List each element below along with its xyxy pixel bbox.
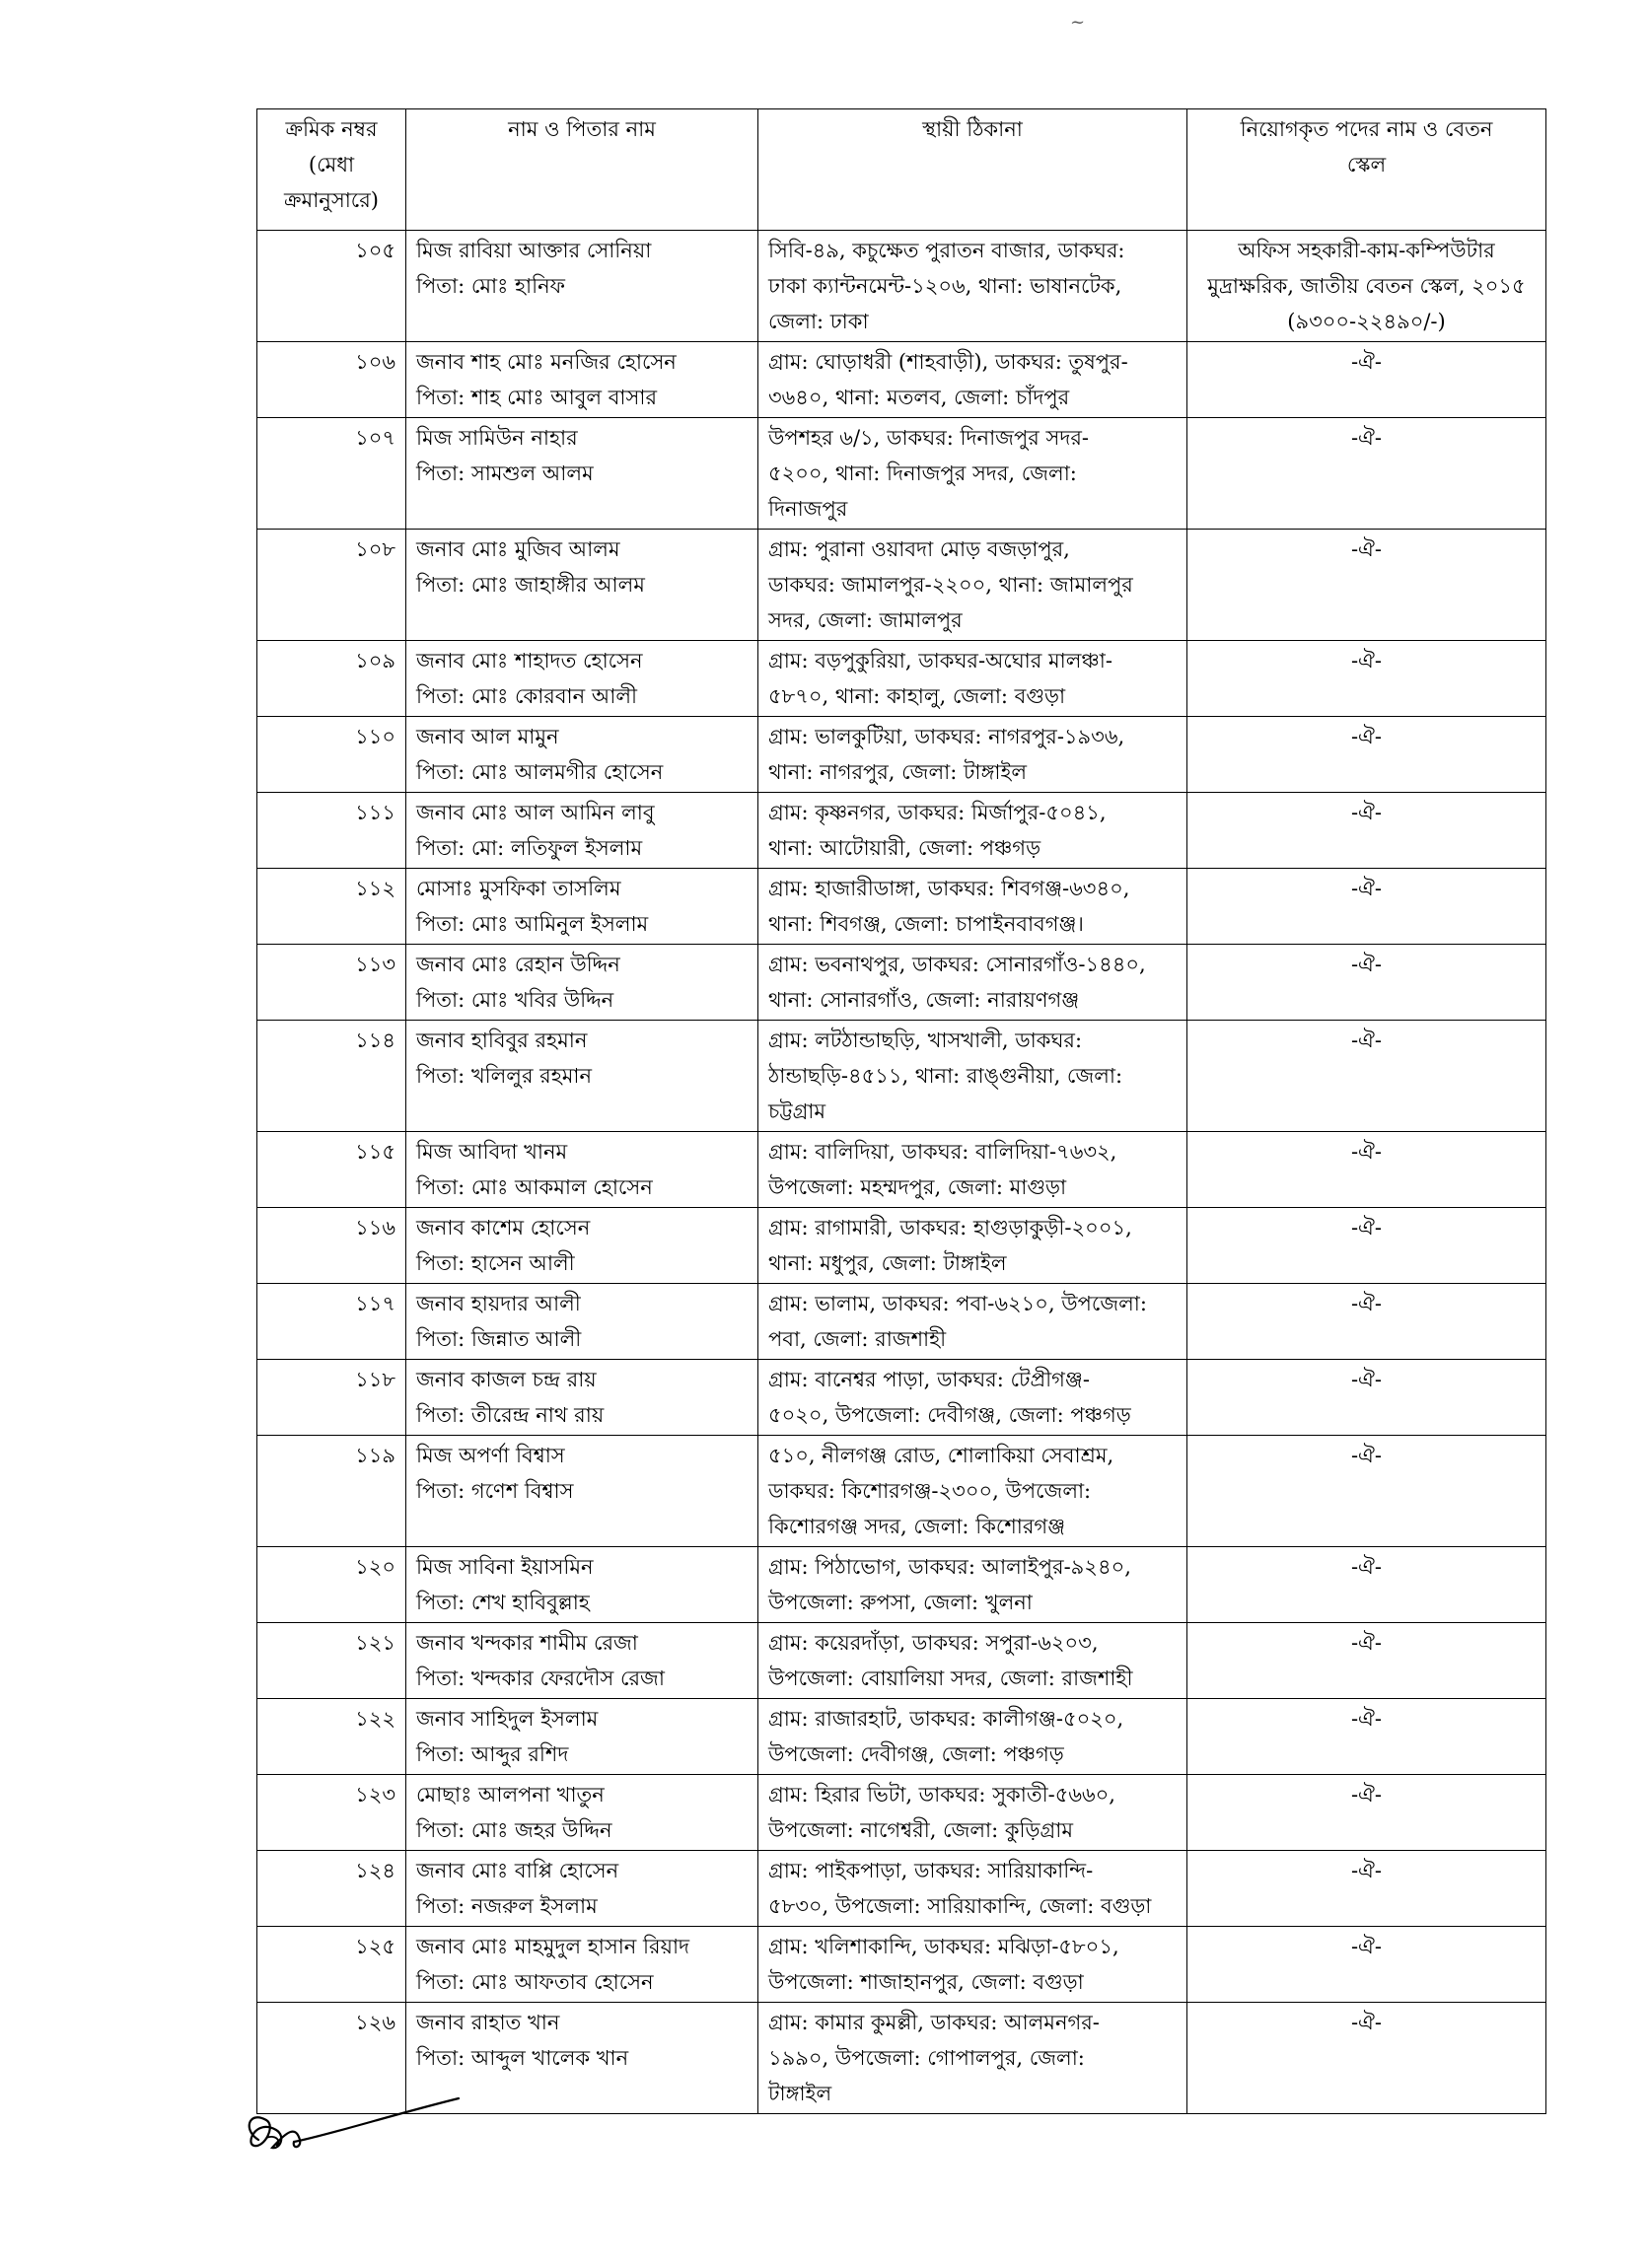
table-row (257, 869, 1546, 945)
table-row (257, 1360, 1546, 1436)
serial-cell: ১১১ (257, 793, 406, 869)
appointment-table (256, 108, 1546, 2114)
serial-cell: ১১৮ (257, 1360, 406, 1436)
name-cell: জনাব মোঃ মাহমুদুল হাসান রিয়াদ পিতা: মোঃ আফতাব হোসেন (406, 1927, 758, 2003)
address-cell: গ্রাম: পাইকপাড়া, ডাকঘর: সারিয়াকান্দি- ৫৮৩০, উপজেলা: সারিয়াকান্দি, জেলা: বগুড়া (758, 1851, 1187, 1927)
address-cell: গ্রাম: ভালকুটিয়া, ডাকঘর: নাগরপুর-১৯৩৬, থানা: নাগরপুর, জেলা: টাঙ্গাইল (758, 717, 1187, 793)
post-cell: -ঐ- (1187, 1851, 1546, 1927)
table-row (257, 231, 1546, 342)
address-cell: গ্রাম: খলিশাকান্দি, ডাকঘর: মঝিড়া-৫৮০১, উপজেলা: শাজাহানপুর, জেলা: বগুড়া (758, 1927, 1187, 2003)
table-row (257, 1436, 1546, 1547)
serial-cell: ১১৫ (257, 1132, 406, 1208)
serial-cell: ১০৭ (257, 418, 406, 530)
post-cell: -ঐ- (1187, 1208, 1546, 1284)
table-row (257, 1132, 1546, 1208)
address-cell: গ্রাম: কামার কুমল্লী, ডাকঘর: আলমনগর- ১৯৯০, উপজেলা: গোপালপুর, জেলা: টাঙ্গাইল (758, 2003, 1187, 2114)
post-cell: -ঐ- (1187, 1775, 1546, 1851)
table-row (257, 717, 1546, 793)
serial-cell: ১১৯ (257, 1436, 406, 1547)
address-cell: গ্রাম: ভবনাথপুর, ডাকঘর: সোনারগাঁও-১৪৪০, থানা: সোনারগাঁও, জেলা: নারায়ণগঞ্জ (758, 945, 1187, 1021)
name-cell: জনাব কাশেম হোসেন পিতা: হাসেন আলী (406, 1208, 758, 1284)
name-cell: মিজ রাবিয়া আক্তার সোনিয়া পিতা: মোঃ হানিফ (406, 231, 758, 342)
address-cell: গ্রাম: কয়েরদাঁড়া, ডাকঘর: সপুরা-৬২০৩, উপজেলা: বোয়ালিয়া সদর, জেলা: রাজশাহী (758, 1623, 1187, 1699)
name-cell: মিজ আবিদা খানম পিতা: মোঃ আকমাল হোসেন (406, 1132, 758, 1208)
serial-cell: ১১৬ (257, 1208, 406, 1284)
address-cell: ৫১০, নীলগঞ্জ রোড, শোলাকিয়া সেবাশ্রম, ডাকঘর: কিশোরগঞ্জ-২৩০০, উপজেলা: কিশোরগঞ্জ সদর, জেলা: কিশোরগঞ্জ (758, 1436, 1187, 1547)
header-address: স্থায়ী ঠিকানা (758, 109, 1187, 231)
post-cell: -ঐ- (1187, 1699, 1546, 1775)
table-row (257, 530, 1546, 641)
post-cell: -ঐ- (1187, 717, 1546, 793)
name-cell: জনাব রাহাত খান পিতা: আব্দুল খালেক খান (406, 2003, 758, 2114)
table-row (257, 1208, 1546, 1284)
name-cell: জনাব খন্দকার শামীম রেজা পিতা: খন্দকার ফেরদৌস রেজা (406, 1623, 758, 1699)
post-cell: -ঐ- (1187, 1360, 1546, 1436)
table-body (257, 231, 1546, 2114)
serial-cell: ১২২ (257, 1699, 406, 1775)
signature (237, 2091, 464, 2169)
address-cell: গ্রাম: রাজারহাট, ডাকঘর: কালীগঞ্জ-৫০২০, উপজেলা: দেবীগঞ্জ, জেলা: পঞ্চগড় (758, 1699, 1187, 1775)
post-cell: -ঐ- (1187, 1436, 1546, 1547)
serial-cell: ১২৪ (257, 1851, 406, 1927)
address-cell: উপশহর ৬/১, ডাকঘর: দিনাজপুর সদর- ৫২০০, থানা: দিনাজপুর সদর, জেলা: দিনাজপুর (758, 418, 1187, 530)
serial-cell: ১২১ (257, 1623, 406, 1699)
serial-cell: ১০৯ (257, 641, 406, 717)
serial-cell: ১০৮ (257, 530, 406, 641)
table-row (257, 1623, 1546, 1699)
name-cell: মোছাঃ আলপনা খাতুন পিতা: মোঃ জহর উদ্দিন (406, 1775, 758, 1851)
name-cell: মিজ অপর্ণা বিশ্বাস পিতা: গণেশ বিশ্বাস (406, 1436, 758, 1547)
post-cell: -ঐ- (1187, 1927, 1546, 2003)
serial-cell: ১১০ (257, 717, 406, 793)
serial-cell: ১১৪ (257, 1021, 406, 1132)
address-cell: গ্রাম: পুরানা ওয়াবদা মোড় বজড়াপুর, ডাকঘর: জামালপুর-২২০০, থানা: জামালপুর সদর, জেলা: জামালপুর (758, 530, 1187, 641)
serial-cell: ১১২ (257, 869, 406, 945)
serial-cell: ১১৩ (257, 945, 406, 1021)
post-cell: -ঐ- (1187, 1547, 1546, 1623)
table-row (257, 342, 1546, 418)
name-cell: মিজ সাবিনা ইয়াসমিন পিতা: শেখ হাবিবুল্লাহ (406, 1547, 758, 1623)
name-cell: জনাব আল মামুন পিতা: মোঃ আলমগীর হোসেন (406, 717, 758, 793)
address-cell: সিবি-৪৯, কচুক্ষেত পুরাতন বাজার, ডাকঘর: ঢাকা ক্যান্টনমেন্ট-১২০৬, থানা: ভাষানটেক, জেলা: ঢাকা (758, 231, 1187, 342)
name-cell: জনাব হায়দার আলী পিতা: জিন্নাত আলী (406, 1284, 758, 1360)
address-cell: গ্রাম: বড়পুকুরিয়া, ডাকঘর-অঘোর মালঞ্চা- ৫৮৭০, থানা: কাহালু, জেলা: বগুড়া (758, 641, 1187, 717)
table-row (257, 945, 1546, 1021)
table-row (257, 1547, 1546, 1623)
name-cell: মিজ সামিউন নাহার পিতা: সামশুল আলম (406, 418, 758, 530)
table-row (257, 1699, 1546, 1775)
post-cell: -ঐ- (1187, 1132, 1546, 1208)
post-cell: -ঐ- (1187, 1021, 1546, 1132)
name-cell: জনাব সাহিদুল ইসলাম পিতা: আব্দুর রশিদ (406, 1699, 758, 1775)
address-cell: গ্রাম: কৃষ্ণনগর, ডাকঘর: মির্জাপুর-৫০৪১, থানা: আটোয়ারী, জেলা: পঞ্চগড় (758, 793, 1187, 869)
post-cell: -ঐ- (1187, 342, 1546, 418)
table-row (257, 1775, 1546, 1851)
table-row (257, 418, 1546, 530)
name-cell: জনাব মোঃ মুজিব আলম পিতা: মোঃ জাহাঙ্গীর আলম (406, 530, 758, 641)
table-row (257, 1021, 1546, 1132)
address-cell: গ্রাম: বালিদিয়া, ডাকঘর: বালিদিয়া-৭৬৩২, উপজেলা: মহম্মদপুর, জেলা: মাগুড়া (758, 1132, 1187, 1208)
name-cell: জনাব কাজল চন্দ্র রায় পিতা: তীরেন্দ্র নাথ রায় (406, 1360, 758, 1436)
header-name: নাম ও পিতার নাম (406, 109, 758, 231)
post-cell: -ঐ- (1187, 869, 1546, 945)
post-cell: -ঐ- (1187, 2003, 1546, 2114)
address-cell: গ্রাম: বানেশ্বর পাড়া, ডাকঘর: টেপ্রীগঞ্জ- ৫০২০, উপজেলা: দেবীগঞ্জ, জেলা: পঞ্চগড় (758, 1360, 1187, 1436)
post-cell: -ঐ- (1187, 1284, 1546, 1360)
post-cell: -ঐ- (1187, 1623, 1546, 1699)
table-header-row (257, 109, 1546, 231)
table-row (257, 793, 1546, 869)
name-cell: মোসাঃ মুসফিকা তাসলিম পিতা: মোঃ আমিনুল ইসলাম (406, 869, 758, 945)
post-cell: -ঐ- (1187, 793, 1546, 869)
address-cell: গ্রাম: হিরার ভিটা, ডাকঘর: সুকাতী-৫৬৬০, উপজেলা: নাগেশ্বরী, জেলা: কুড়িগ্রাম (758, 1775, 1187, 1851)
name-cell: জনাব মোঃ শাহাদত হোসেন পিতা: মোঃ কোরবান আলী (406, 641, 758, 717)
page-mark: ~ (1070, 12, 1086, 33)
post-cell: -ঐ- (1187, 418, 1546, 530)
header-serial: ক্রমিক নম্বর (মেধা ক্রমানুসারে) (257, 109, 406, 231)
name-cell: জনাব মোঃ আল আমিন লাবু পিতা: মো: লতিফুল ইসলাম (406, 793, 758, 869)
serial-cell: ১২৬ (257, 2003, 406, 2114)
header-post: নিয়োগকৃত পদের নাম ও বেতন স্কেল (1187, 109, 1546, 231)
post-cell: -ঐ- (1187, 641, 1546, 717)
table-row (257, 1284, 1546, 1360)
serial-cell: ১২৫ (257, 1927, 406, 2003)
address-cell: গ্রাম: হাজারীডাঙ্গা, ডাকঘর: শিবগঞ্জ-৬৩৪০, থানা: শিবগঞ্জ, জেলা: চাপাইনবাবগঞ্জ। (758, 869, 1187, 945)
serial-cell: ১০৬ (257, 342, 406, 418)
name-cell: জনাব মোঃ বাপ্পি হোসেন পিতা: নজরুল ইসলাম (406, 1851, 758, 1927)
post-cell: -ঐ- (1187, 530, 1546, 641)
address-cell: গ্রাম: রাগামারী, ডাকঘর: হাগুড়াকুড়ী-২০০১, থানা: মধুপুর, জেলা: টাঙ্গাইল (758, 1208, 1187, 1284)
post-cell: অফিস সহকারী-কাম-কম্পিউটার মুদ্রাক্ষরিক, জাতীয় বেতন স্কেল, ২০১৫ (৯৩০০-২২৪৯০/-) (1187, 231, 1546, 342)
address-cell: গ্রাম: ভালাম, ডাকঘর: পবা-৬২১০, উপজেলা: পবা, জেলা: রাজশাহী (758, 1284, 1187, 1360)
serial-cell: ১১৭ (257, 1284, 406, 1360)
address-cell: গ্রাম: লটঠান্ডাছড়ি, খাসখালী, ডাকঘর: ঠান্ডাছড়ি-৪৫১১, থানা: রাঙ্গুনীয়া, জেলা: চট্টগ্রাম (758, 1021, 1187, 1132)
serial-cell: ১০৫ (257, 231, 406, 342)
table-row (257, 641, 1546, 717)
serial-cell: ১২০ (257, 1547, 406, 1623)
table-row (257, 1927, 1546, 2003)
name-cell: জনাব শাহ মোঃ মনজির হোসেন পিতা: শাহ মোঃ আবুল বাসার (406, 342, 758, 418)
name-cell: জনাব হাবিবুর রহমান পিতা: খলিলুর রহমান (406, 1021, 758, 1132)
name-cell: জনাব মোঃ রেহান উদ্দিন পিতা: মোঃ খবির উদ্দিন (406, 945, 758, 1021)
table-row (257, 1851, 1546, 1927)
post-cell: -ঐ- (1187, 945, 1546, 1021)
address-cell: গ্রাম: ঘোড়াধরী (শাহবাড়ী), ডাকঘর: তুষপুর- ৩৬৪০, থানা: মতলব, জেলা: চাঁদপুর (758, 342, 1187, 418)
serial-cell: ১২৩ (257, 1775, 406, 1851)
address-cell: গ্রাম: পিঠাভোগ, ডাকঘর: আলাইপুর-৯২৪০, উপজেলা: রুপসা, জেলা: খুলনা (758, 1547, 1187, 1623)
